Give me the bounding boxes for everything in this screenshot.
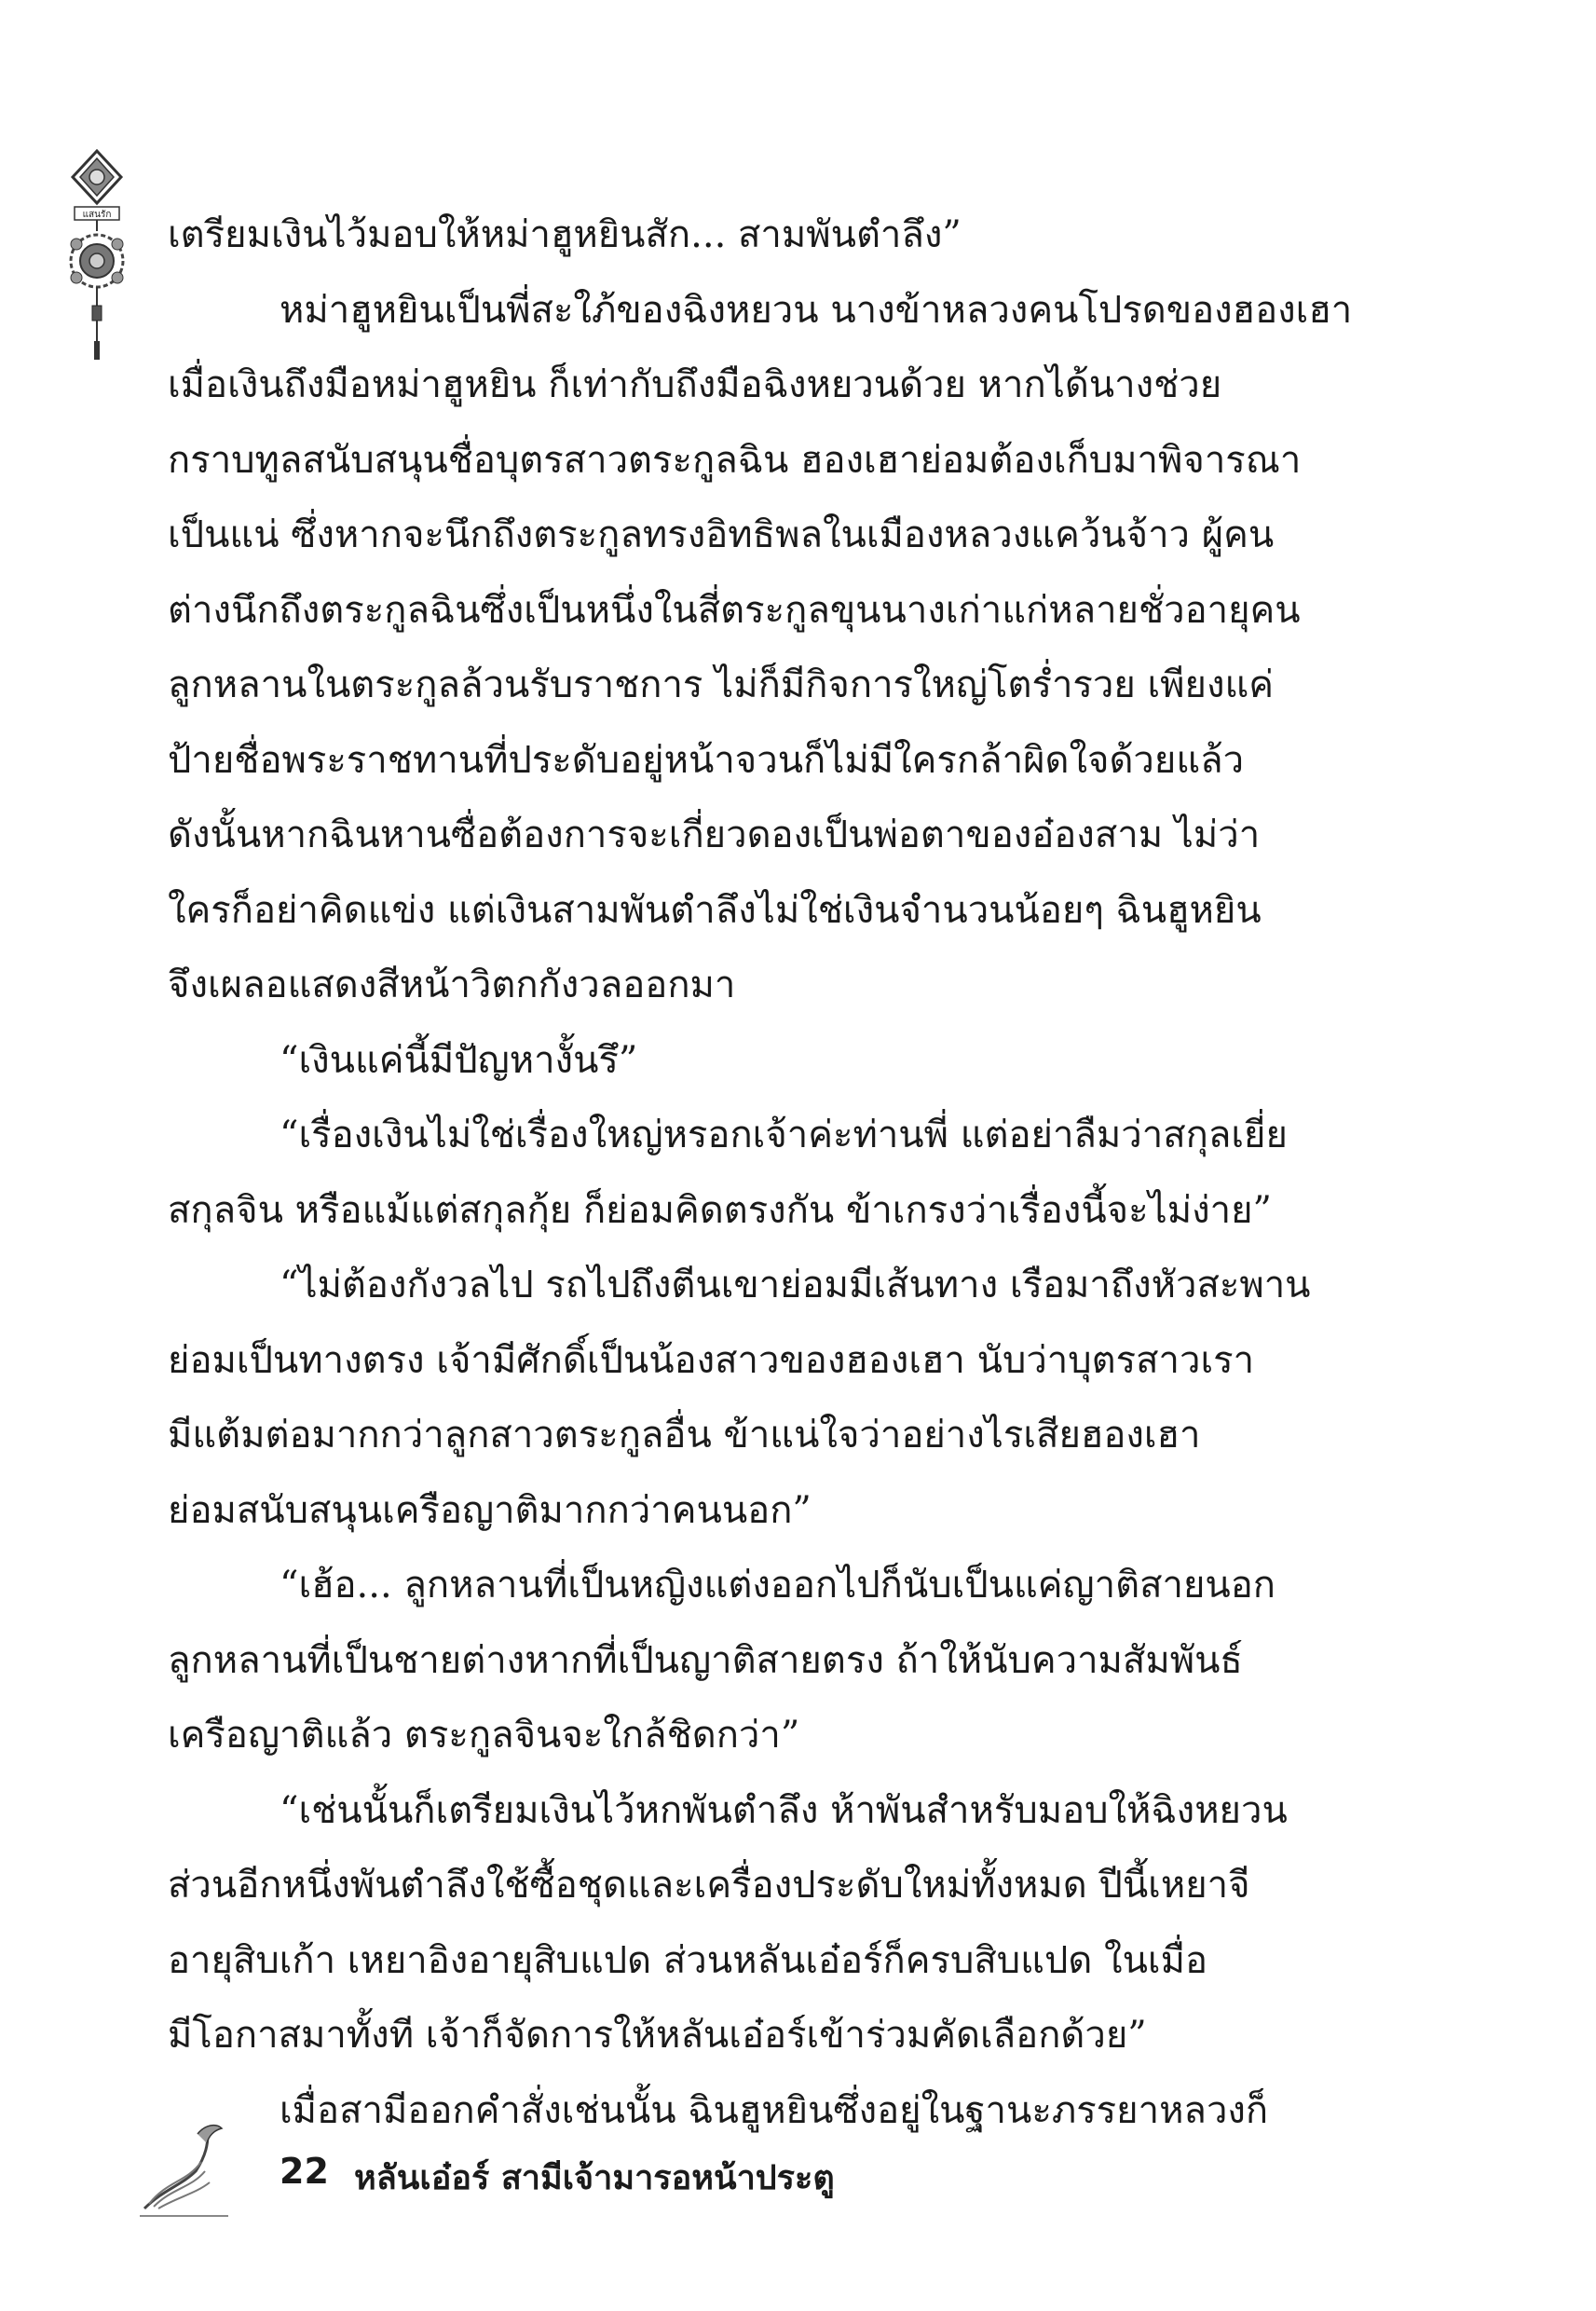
text-line: สกุลจิน หรือแม้แต่สกุลกุ้ย ก็ย่อมคิดตรงกัน ข้าเกรงว่าเรื่องนี้จะไม่ง่าย” — [168, 1188, 1272, 1232]
text-line: กราบทูลสนับสนุนชื่อบุตรสาวตระกูลฉิน ฮองเฮาย่อมต้องเก็บมาพิจารณา — [168, 438, 1302, 482]
text-line: ใครก็อย่าคิดแข่ง แต่เงินสามพันตำลึงไม่ใช่เงินจำนวนน้อยๆ ฉินฮูหยิน — [168, 888, 1262, 932]
text-line: “เงินแค่นี้มีปัญหางั้นรึ” — [280, 1038, 638, 1082]
text-line: จึงเผลอแสดงสีหน้าวิตกกังวลออกมา — [168, 964, 736, 1006]
text-line: มีโอกาสมาทั้งที เจ้าก็จัดการให้หลันเอ๋อร์เข้าร่วมคัดเลือกด้วย” — [168, 2014, 1147, 2057]
text-line: ย่อมสนับสนุนเครือญาติมากกว่าคนนอก” — [168, 1488, 812, 1532]
text-line: ย่อมเป็นทางตรง เจ้ามีศักดิ์เป็นน้องสาวของฮองเฮา นับว่าบุตรสาวเรา — [168, 1338, 1255, 1382]
text-line: ลูกหลานที่เป็นชายต่างหากที่เป็นญาติสายตรง ถ้าให้นับความสัมพันธ์ — [168, 1638, 1243, 1682]
text-line: ต่างนึกถึงตระกูลฉินซึ่งเป็นหนึ่งในสี่ตระกูลขุนนางเก่าแก่หลายชั่วอายุคน — [168, 588, 1301, 632]
text-line: มีแต้มต่อมากกว่าลูกสาวตระกูลอื่น ข้าแน่ใจว่าอย่างไรเสียฮองเฮา — [168, 1414, 1201, 1456]
page-footer — [140, 2115, 1071, 2218]
text-line: เครือญาติแล้ว ตระกูลจินจะใกล้ชิดกว่า” — [168, 1714, 800, 1757]
text-line: อายุสิบเก้า เหยาอิงอายุสิบแปด ส่วนหลันเอ๋อร์ก็ครบสิบแปด ในเมื่อ — [168, 1938, 1207, 1982]
text-line: ลูกหลานในตระกูลล้วนรับราชการ ไม่ก็มีกิจการใหญ่โตร่ำรวย เพียงแค่ — [168, 663, 1275, 706]
text-line: หม่าฮูหยินเป็นพี่สะใภ้ของฉิงหยวน นางข้าหลวงคนโปรดของฮองเฮา — [280, 288, 1353, 332]
text-line: “ไม่ต้องกังวลไป รถไปถึงตีนเขาย่อมมีเส้นทาง เรือมาถึงหัวสะพาน — [280, 1264, 1311, 1306]
text-line: เป็นแน่ ซึ่งหากจะนึกถึงตระกูลทรงอิทธิพลในเมืองหลวงแคว้นจ้าว ผู้คน — [168, 513, 1275, 556]
text-line: ดังนั้นหากฉินหานซื่อต้องการจะเกี่ยวดองเป็นพ่อตาของอ๋องสาม ไม่ว่า — [168, 814, 1261, 856]
page-number: 22 — [280, 2151, 329, 2192]
ornament-icon — [67, 149, 127, 363]
body-text — [168, 198, 1435, 2148]
text-line: เตรียมเงินไว้มอบให้หม่าฮูหยินสัก... สามพันตำลึง” — [168, 213, 962, 256]
text-line: “เช่นนั้นก็เตรียมเงินไว้หกพันตำลึง ห้าพันสำหรับมอบให้ฉิงหยวน — [280, 1788, 1288, 1832]
text-line: เมื่อสามีออกคำสั่งเช่นนั้น ฉินฮูหยินซึ่งอยู่ในฐานะภรรยาหลวงก็ — [280, 2088, 1269, 2132]
text-line: ส่วนอีกหนึ่งพันตำลึงใช้ซื้อชุดและเครื่องประดับใหม่ทั้งหมด ปีนี้เหยาจี — [168, 1864, 1250, 1907]
text-line: “เรื่องเงินไม่ใช่เรื่องใหญ่หรอกเจ้าค่ะท่านพี่ แต่อย่าลืมว่าสกุลเยี่ย — [280, 1114, 1288, 1156]
book-title: หลันเอ๋อร์ สามีเจ้ามารอหน้าประตู — [354, 2159, 835, 2197]
text-line: เมื่อเงินถึงมือหม่าฮูหยิน ก็เท่ากับถึงมือฉิงหยวนด้วย หากได้นางช่วย — [168, 363, 1222, 406]
feather-icon — [140, 2115, 233, 2218]
ornament-label: แสนรัก — [82, 210, 112, 220]
text-line: ป้ายชื่อพระราชทานที่ประดับอยู่หน้าจวนก็ไม่มีใครกล้าผิดใจด้วยแล้ว — [168, 738, 1245, 782]
text-line: “เฮ้อ... ลูกหลานที่เป็นหญิงแต่งออกไปก็นับเป็นแค่ญาติสายนอก — [280, 1564, 1275, 1607]
